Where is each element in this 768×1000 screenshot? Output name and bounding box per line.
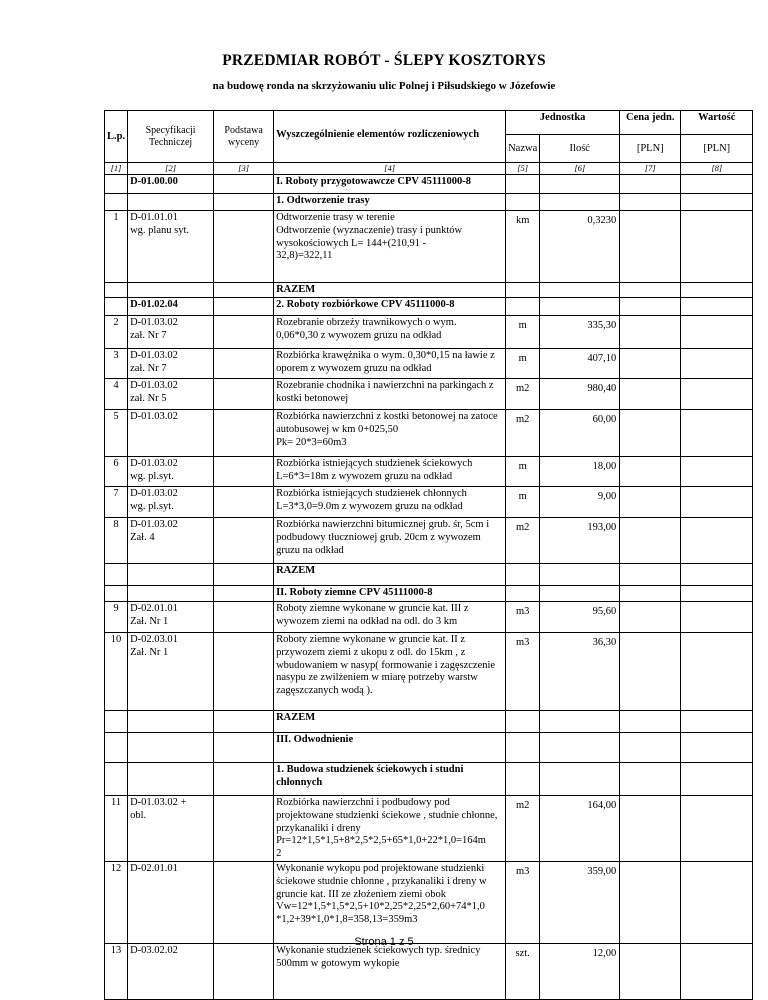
row-value — [681, 175, 753, 194]
table-row — [105, 564, 753, 586]
table-row — [105, 316, 753, 349]
row-unit-price — [620, 487, 681, 518]
row-quantity: 407,10 — [540, 349, 620, 379]
row-quantity: 60,00 — [540, 410, 620, 457]
row-value — [681, 349, 753, 379]
row-base — [214, 564, 274, 586]
row-spec-code — [128, 586, 214, 602]
row-unit: szt. — [506, 944, 540, 1000]
row-value — [681, 633, 753, 711]
row-spec-code: D-01.00.00 — [128, 175, 214, 194]
row-unit — [506, 763, 540, 796]
row-spec-code: D-02.03.01 Zał. Nr 1 — [128, 633, 214, 711]
row-quantity: 0,3230 — [540, 211, 620, 283]
row-quantity — [540, 194, 620, 211]
row-description: II. Roboty ziemne CPV 45111000-8 — [274, 586, 506, 602]
row-quantity: 36,30 — [540, 633, 620, 711]
row-lp: 2 — [105, 316, 128, 349]
row-lp: 4 — [105, 379, 128, 410]
row-value — [681, 796, 753, 862]
row-quantity: 359,00 — [540, 862, 620, 944]
row-unit — [506, 733, 540, 763]
row-unit-price — [620, 733, 681, 763]
row-base — [214, 175, 274, 194]
row-description: RAZEM — [274, 283, 506, 298]
row-unit-price — [620, 457, 681, 487]
row-base — [214, 349, 274, 379]
row-value — [681, 457, 753, 487]
row-unit-price — [620, 349, 681, 379]
table-row — [105, 711, 753, 733]
row-value — [681, 487, 753, 518]
row-base — [214, 944, 274, 1000]
row-unit: m3 — [506, 633, 540, 711]
table-row — [105, 633, 753, 711]
table-row — [105, 586, 753, 602]
row-unit: m — [506, 349, 540, 379]
row-quantity: 95,60 — [540, 602, 620, 633]
row-lp — [105, 298, 128, 316]
row-lp: 12 — [105, 862, 128, 944]
row-value — [681, 283, 753, 298]
row-unit — [506, 298, 540, 316]
row-description: 1. Budowa studzienek ściekowych i studni chłonnych — [274, 763, 506, 796]
row-quantity — [540, 298, 620, 316]
table-row — [105, 763, 753, 796]
row-value — [681, 944, 753, 1000]
col-num-6: [6] — [540, 163, 620, 175]
row-unit-price — [620, 518, 681, 564]
header-lp: L.p. — [105, 111, 128, 163]
col-num-2: [2] — [128, 163, 214, 175]
row-quantity: 335,30 — [540, 316, 620, 349]
row-unit: m2 — [506, 518, 540, 564]
row-description: Rozbiórka nawierzchni z kostki betonowej na zatoce autobusowej w km 0+025,50 Pk= 20*3=60m3 — [274, 410, 506, 457]
row-quantity — [540, 283, 620, 298]
row-unit-price — [620, 564, 681, 586]
row-unit-price — [620, 175, 681, 194]
row-lp — [105, 564, 128, 586]
row-quantity — [540, 733, 620, 763]
row-unit — [506, 175, 540, 194]
row-base — [214, 633, 274, 711]
row-lp — [105, 763, 128, 796]
row-quantity: 18,00 — [540, 457, 620, 487]
col-num-4: [4] — [274, 163, 506, 175]
table-row — [105, 410, 753, 457]
row-unit-price — [620, 796, 681, 862]
row-unit-price — [620, 298, 681, 316]
row-unit-price — [620, 711, 681, 733]
table-row — [105, 298, 753, 316]
document-subtitle: na budowę ronda na skrzyżowaniu ulic Polnej i Piłsudskiego w Józefowie — [212, 80, 556, 92]
row-unit: m2 — [506, 796, 540, 862]
table-row — [105, 457, 753, 487]
row-unit: m3 — [506, 602, 540, 633]
page-footer: Strona 1 z 5 — [354, 936, 414, 948]
row-value — [681, 602, 753, 633]
row-quantity: 980,40 — [540, 379, 620, 410]
row-description: 1. Odtworzenie trasy — [274, 194, 506, 211]
row-description: RAZEM — [274, 564, 506, 586]
row-base — [214, 586, 274, 602]
header-qty: Ilość — [540, 135, 620, 163]
row-spec-code: D-02.01.01 Zał. Nr 1 — [128, 602, 214, 633]
row-value — [681, 316, 753, 349]
row-description: 2. Roboty rozbiórkowe CPV 45111000-8 — [274, 298, 506, 316]
row-quantity — [540, 711, 620, 733]
col-num-1: [1] — [105, 163, 128, 175]
row-description: Rozebranie obrzeży trawnikowych o wym. 0,06*0,30 z wywozem gruzu na odkład — [274, 316, 506, 349]
cost-table — [104, 110, 753, 1000]
row-unit — [506, 711, 540, 733]
header-price-unit: [PLN] — [620, 135, 681, 163]
row-value — [681, 211, 753, 283]
row-quantity — [540, 763, 620, 796]
row-spec-code — [128, 733, 214, 763]
row-base — [214, 298, 274, 316]
row-lp — [105, 586, 128, 602]
row-value — [681, 518, 753, 564]
row-spec-code: D-02.01.01 — [128, 862, 214, 944]
row-lp — [105, 711, 128, 733]
row-value — [681, 410, 753, 457]
row-lp: 1 — [105, 211, 128, 283]
row-description: Rozbiórka istniejących studziенek chłonnych L=3*3,0=9.0m z wywozem gruzu na odkład — [274, 487, 506, 518]
row-spec-code: D-03.02.02 — [128, 944, 214, 1000]
row-description: III. Odwodnienie — [274, 733, 506, 763]
row-base — [214, 602, 274, 633]
row-spec-code — [128, 711, 214, 733]
row-unit: m — [506, 457, 540, 487]
header-unit-group: Jednostka — [506, 111, 620, 135]
row-base — [214, 457, 274, 487]
header-value-unit: [PLN] — [681, 135, 753, 163]
table-row — [105, 602, 753, 633]
col-num-3: [3] — [214, 163, 274, 175]
row-base — [214, 518, 274, 564]
row-description: Wykonanie wykopu pod projektowane studzienki ściekowe studnie chłonne , przykanaliki i dreny w gruncie kat. III ze złożeniem ziemi obok Vw=12*1,5*1,5*2,5+10*2,25*2,25*2,60+74*1,0 *1,2+39*1,0*1,8=358,13=359m3 — [274, 862, 506, 944]
row-quantity — [540, 175, 620, 194]
table-row — [105, 518, 753, 564]
row-unit-price — [620, 602, 681, 633]
row-description: Rozbiórka istniejących studzienek ściekowych L=6*3=18m z wywozem gruzu na odkład — [274, 457, 506, 487]
table-row — [105, 379, 753, 410]
document-title: PRZEDMIAR ROBÓT - ŚLEPY KOSZTORYS — [222, 52, 546, 69]
row-unit-price — [620, 379, 681, 410]
row-unit: km — [506, 211, 540, 283]
row-lp — [105, 194, 128, 211]
row-quantity — [540, 586, 620, 602]
row-description: Odtworzenie trasy w terenie Odtworzenie (wyznaczenie) trasy i punktów wysokościowych L= 144+(210,91 - 32,8)=322,11 — [274, 211, 506, 283]
row-base — [214, 487, 274, 518]
row-unit-price — [620, 763, 681, 796]
table-row — [105, 862, 753, 944]
row-lp: 11 — [105, 796, 128, 862]
row-unit-price — [620, 862, 681, 944]
row-base — [214, 283, 274, 298]
row-spec-code — [128, 564, 214, 586]
row-unit — [506, 564, 540, 586]
row-unit-price — [620, 944, 681, 1000]
row-value — [681, 298, 753, 316]
row-description: Rozbiórka nawierzchni i podbudowy pod projektowane studzienki ściekowe , studnie chłonne, przykanaliki i dreny Pr=12*1,5*1,5+8*2,5*2,5+65*1,0+22*1,0=164m 2 — [274, 796, 506, 862]
row-unit — [506, 194, 540, 211]
row-unit — [506, 283, 540, 298]
row-quantity: 12,00 — [540, 944, 620, 1000]
row-base — [214, 711, 274, 733]
row-unit: m3 — [506, 862, 540, 944]
row-spec-code: D-01.03.02 — [128, 410, 214, 457]
row-value — [681, 194, 753, 211]
header-row-1 — [105, 111, 753, 135]
row-value — [681, 586, 753, 602]
row-spec-code: D-01.03.02 + obl. — [128, 796, 214, 862]
row-quantity: 193,00 — [540, 518, 620, 564]
row-base — [214, 733, 274, 763]
row-lp: 13 — [105, 944, 128, 1000]
row-value — [681, 564, 753, 586]
row-lp — [105, 733, 128, 763]
header-price: Cena jedn. — [620, 111, 681, 135]
row-spec-code — [128, 194, 214, 211]
row-description: I. Roboty przygotowawcze CPV 45111000-8 — [274, 175, 506, 194]
table-row — [105, 733, 753, 763]
row-base — [214, 862, 274, 944]
table-row — [105, 796, 753, 862]
table-row — [105, 487, 753, 518]
row-unit: m — [506, 487, 540, 518]
row-unit-price — [620, 283, 681, 298]
row-value — [681, 711, 753, 733]
row-quantity: 164,00 — [540, 796, 620, 862]
row-unit — [506, 586, 540, 602]
table-row — [105, 283, 753, 298]
row-spec-code: D-01.03.02 zał. Nr 5 — [128, 379, 214, 410]
row-quantity — [540, 564, 620, 586]
column-number-row — [105, 163, 753, 175]
header-desc: Wyszczególnienie elementów rozliczeniowych — [274, 111, 506, 163]
row-unit-price — [620, 586, 681, 602]
row-base — [214, 796, 274, 862]
row-spec-code: D-01.03.02 zał. Nr 7 — [128, 316, 214, 349]
row-base — [214, 211, 274, 283]
row-spec-code: D-01.02.04 — [128, 298, 214, 316]
row-description: RAZEM — [274, 711, 506, 733]
row-unit-price — [620, 194, 681, 211]
row-description: Rozbiórka krawężnika o wym. 0,30*0,15 na ławie z oporem z wywozem gruzu na odkład — [274, 349, 506, 379]
row-spec-code: D-01.03.02 zał. Nr 7 — [128, 349, 214, 379]
row-unit: m2 — [506, 379, 540, 410]
row-spec-code: D-01.01.01 wg. planu syt. — [128, 211, 214, 283]
row-lp: 6 — [105, 457, 128, 487]
header-base: Podstawa wyceny — [214, 111, 274, 163]
row-value — [681, 379, 753, 410]
table-row — [105, 349, 753, 379]
row-spec-code: D-01.03.02 Zał. 4 — [128, 518, 214, 564]
row-description: Rozebranie chodnika i nawierzchni na parkingach z kostki betonowej — [274, 379, 506, 410]
col-num-7: [7] — [620, 163, 681, 175]
row-unit-price — [620, 633, 681, 711]
col-num-5: [5] — [506, 163, 540, 175]
row-lp: 9 — [105, 602, 128, 633]
row-base — [214, 194, 274, 211]
row-description: Wykonanie studzienek ściekowych typ. średnicy 500mm w gotowym wykopie — [274, 944, 506, 1000]
row-lp — [105, 175, 128, 194]
row-unit: m — [506, 316, 540, 349]
row-base — [214, 763, 274, 796]
row-value — [681, 862, 753, 944]
row-lp: 8 — [105, 518, 128, 564]
row-unit-price — [620, 211, 681, 283]
header-value: Wartość — [681, 111, 753, 135]
row-lp: 7 — [105, 487, 128, 518]
row-quantity: 9,00 — [540, 487, 620, 518]
row-lp — [105, 283, 128, 298]
cost-table-wrapper — [104, 110, 753, 1000]
row-lp: 3 — [105, 349, 128, 379]
row-lp: 10 — [105, 633, 128, 711]
row-base — [214, 316, 274, 349]
header-unit-name: Nazwa — [506, 135, 540, 163]
table-row — [105, 175, 753, 194]
row-spec-code — [128, 763, 214, 796]
row-base — [214, 410, 274, 457]
row-base — [214, 379, 274, 410]
row-value — [681, 763, 753, 796]
row-unit-price — [620, 316, 681, 349]
row-spec-code: D-01.03.02 wg. pl.syt. — [128, 487, 214, 518]
col-num-8: [8] — [681, 163, 753, 175]
row-unit: m2 — [506, 410, 540, 457]
header-spec: Specyfikacji Techniczej — [128, 111, 214, 163]
row-lp: 5 — [105, 410, 128, 457]
row-unit-price — [620, 410, 681, 457]
table-row — [105, 944, 753, 1000]
row-value — [681, 733, 753, 763]
row-spec-code — [128, 283, 214, 298]
row-description: Roboty ziemne wykonane w gruncie kat. III z wywozem ziemi na odkład na odl. do 3 km — [274, 602, 506, 633]
row-description: Roboty ziemne wykonane w gruncie kat. II z przywozem ziemi z ukopu z odl. do 15km , z wbudowaniem w nasyp( formowanie i zagęszczenie nasypu ze zwilżeniem w miarę potrzeby warstw zagęszczanych wodą ). — [274, 633, 506, 711]
table-row — [105, 194, 753, 211]
table-row — [105, 211, 753, 283]
row-description: Rozbiórka nawierzchni bitumicznej grub. śr, 5cm i podbudowy tłuczniowej grub. 20cm z wywozem gruzu na odkład — [274, 518, 506, 564]
row-spec-code: D-01.03.02 wg. pl.syt. — [128, 457, 214, 487]
